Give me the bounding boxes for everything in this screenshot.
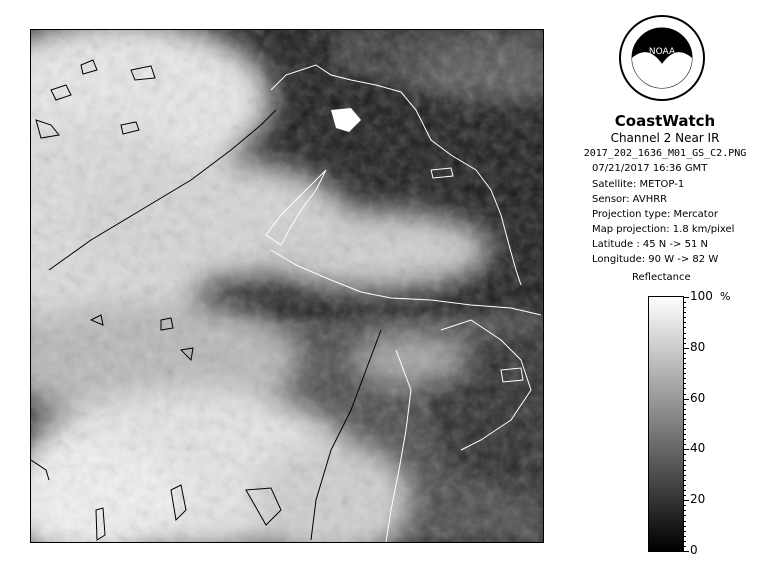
colorbar-minor-tick [683, 526, 686, 527]
colorbar-minor-tick [683, 388, 686, 389]
colorbar-minor-tick [683, 465, 686, 466]
colorbar-minor-tick [683, 404, 686, 405]
colorbar-minor-tick [683, 536, 686, 537]
colorbar-minor-tick [683, 378, 686, 379]
app-title: CoastWatch [614, 112, 716, 130]
channel-label: Channel 2 Near IR [610, 131, 720, 145]
colorbar-minor-tick [683, 317, 686, 318]
colorbar-minor-tick [683, 531, 686, 532]
colorbar-minor-tick [683, 414, 686, 415]
colorbar-minor-tick [683, 312, 686, 313]
longitude-text: Longitude: 90 W -> 82 W [592, 254, 719, 265]
colorbar-tick [683, 449, 689, 450]
colorbar-minor-tick [683, 434, 686, 435]
colorbar-minor-tick [683, 368, 686, 369]
colorbar-minor-tick [683, 429, 686, 430]
colorbar-minor-tick [683, 470, 686, 471]
colorbar-tick [683, 399, 689, 400]
colorbar-minor-tick [683, 480, 686, 481]
colorbar-minor-tick [683, 495, 686, 496]
colorbar-minor-tick [683, 444, 686, 445]
colorbar-minor-tick [683, 322, 686, 323]
colorbar-minor-tick [683, 541, 686, 542]
colorbar-minor-tick [683, 424, 686, 425]
colorbar-tick-label: 20 [690, 492, 706, 507]
colorbar-tick [683, 348, 689, 349]
cloud-texture [31, 30, 543, 542]
colorbar-minor-tick [683, 485, 686, 486]
colorbar-minor-tick [683, 515, 686, 516]
colorbar-label: Reflectance [632, 272, 691, 283]
noaa-logo-icon [618, 14, 706, 102]
colorbar-minor-tick [683, 394, 686, 395]
colorbar-minor-tick [683, 439, 686, 440]
colorbar-minor-tick [683, 373, 686, 374]
latitude-text: Latitude : 45 N -> 51 N [592, 239, 708, 250]
colorbar-tick-label: 100 [690, 289, 713, 303]
colorbar-minor-tick [683, 475, 686, 476]
colorbar-minor-tick [683, 546, 686, 547]
datetime-text: 07/21/2017 16:36 GMT [592, 163, 708, 174]
colorbar-minor-tick [683, 510, 686, 511]
colorbar-minor-tick [683, 505, 686, 506]
colorbar-minor-tick [683, 302, 686, 303]
satellite-image [30, 29, 544, 543]
colorbar-minor-tick [683, 327, 686, 328]
colorbar-minor-tick [683, 333, 686, 334]
colorbar-tick-label: 80 [690, 339, 706, 354]
projection-text: Projection type: Mercator [592, 209, 718, 220]
colorbar-minor-tick [683, 454, 686, 455]
satellite-text: Satellite: METOP-1 [592, 179, 685, 190]
logo-text: NOAA [648, 47, 676, 57]
colorbar-minor-tick [683, 419, 686, 420]
colorbar-minor-tick [683, 460, 686, 461]
colorbar-tick-label: 60 [690, 390, 706, 405]
colorbar-minor-tick [683, 363, 686, 364]
colorbar-minor-tick [683, 338, 686, 339]
colorbar-minor-tick [683, 343, 686, 344]
colorbar-tick-label: 0 [690, 543, 698, 557]
noaa-logo [618, 14, 706, 102]
colorbar-minor-tick [683, 358, 686, 359]
colorbar-minor-tick [683, 521, 686, 522]
colorbar-minor-tick [683, 307, 686, 308]
colorbar-tick [683, 500, 689, 501]
map-projection-text: Map projection: 1.8 km/pixel [592, 224, 735, 235]
sensor-text: Sensor: AVHRR [592, 194, 668, 205]
colorbar-tick [683, 297, 689, 298]
image-filename: 2017_202_1636_M01_GS_C2.PNG [583, 148, 747, 159]
colorbar-minor-tick [683, 353, 686, 354]
colorbar [648, 296, 684, 552]
colorbar-minor-tick [683, 409, 686, 410]
colorbar-minor-tick [683, 490, 686, 491]
colorbar-tick-label: 40 [690, 441, 706, 456]
colorbar-minor-tick [683, 383, 686, 384]
colorbar-tick [683, 551, 689, 552]
colorbar-unit: % [720, 290, 731, 303]
satellite-svg [31, 30, 543, 542]
